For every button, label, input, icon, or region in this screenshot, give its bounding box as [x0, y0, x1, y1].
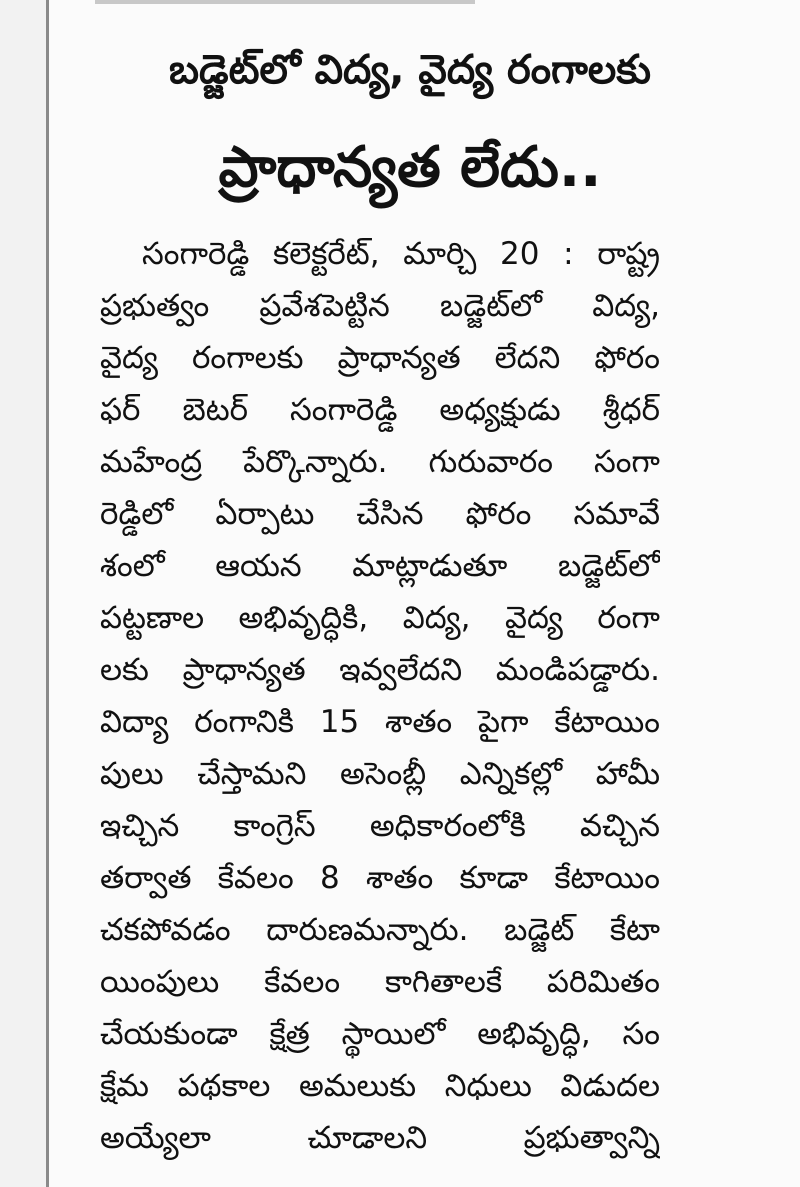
body-line: అయ్యేలా చూడాలని ప్రభుత్వాన్ని — [100, 1120, 660, 1156]
body-line: సంగారెడ్డి కలెక్టరేట్, మార్చి 20 : రాష్ట్ర — [142, 236, 660, 272]
body-line: చకపోవడం దారుణమన్నారు. బడ్జెట్ కేటా — [100, 912, 660, 948]
body-line: ఇచ్చిన కాంగ్రెస్ అధికారంలోకి వచ్చిన — [100, 808, 660, 844]
body-line: వైద్య రంగాలకు ప్రాధాన్యత లేదని ఫోరం — [100, 340, 660, 376]
headline-line-2: ప్రాధాన్యత లేదు.. — [218, 135, 602, 200]
body-line: పులు చేస్తామని అసెంబ్లీ ఎన్నికల్లో హామీ — [100, 756, 660, 792]
column-rule — [46, 0, 49, 1187]
body-line: క్షేమ పథకాల అమలుకు నిధులు విడుదల — [100, 1068, 660, 1104]
body-line: మహేంద్ర పేర్కొన్నారు. గురువారం సంగా — [100, 444, 660, 480]
left-margin — [0, 0, 46, 1187]
body-line: లకు ప్రాధాన్యత ఇవ్వలేదని మండిపడ్డారు. — [100, 652, 660, 688]
body-line: యింపులు కేవలం కాగితాలకే పరిమితం — [100, 964, 660, 1000]
body-line: ఫర్ బెటర్ సంగారెడ్డి అధ్యక్షుడు శ్రీధర్ — [100, 392, 660, 428]
body-line: శంలో ఆయన మాట్లాడుతూ బడ్జెట్‌లో — [100, 548, 660, 584]
body-line: రెడ్డిలో ఏర్పాటు చేసిన ఫోరం సమావే — [100, 496, 660, 532]
article-body — [100, 228, 660, 1187]
body-line: ప్రభుత్వం ప్రవేశపెట్టిన బడ్జెట్‌లో విద్య, — [100, 288, 660, 324]
body-line: చేయకుండా క్షేత్ర స్థాయిలో అభివృద్ధి, సం — [100, 1016, 660, 1052]
headline-line-1: బడ్జెట్‌లో విద్య, వైద్య రంగాలకు — [169, 47, 651, 93]
cut-off-top-text — [95, 0, 475, 4]
body-line: పట్టణాల అభివృద్ధికి, విద్య, వైద్య రంగా — [100, 600, 660, 636]
body-line: విద్యా రంగానికి 15 శాతం పైగా కేటాయిం — [100, 704, 660, 740]
body-line: తర్వాత కేవలం 8 శాతం కూడా కేటాయిం — [100, 860, 660, 896]
